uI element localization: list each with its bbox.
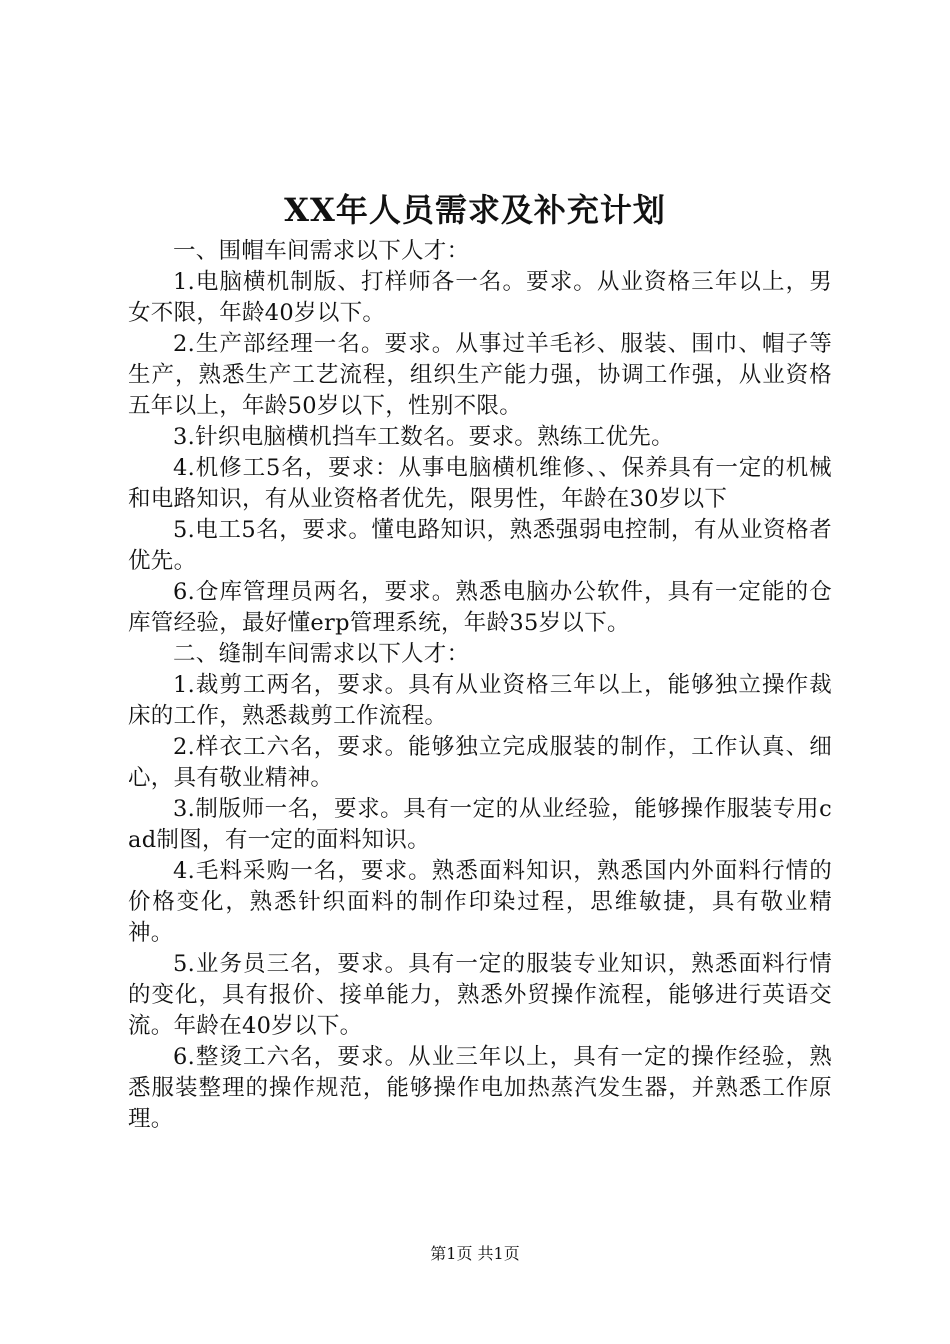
document-title: XX年人员需求及补充计划: [284, 191, 666, 229]
paragraph: 4.毛料采购一名，要求。熟悉面料知识，熟悉国内外面料行情的价格变化，熟悉针织面料的制作印染过程，思维敏捷，具有敬业精神。: [128, 858, 832, 946]
paragraph: 6.仓库管理员两名，要求。熟悉电脑办公软件，具有一定能的仓库管经验，最好懂erp管理系统，年龄35岁以下。: [128, 579, 832, 636]
paragraph: 5.电工5名，要求。懂电路知识，熟悉强弱电控制，有从业资格者优先。: [128, 517, 832, 574]
paragraph: 2.生产部经理一名。要求。从事过羊毛衫、服装、围巾、帽子等生产，熟悉生产工艺流程，组织生产能力强，协调工作强，从业资格五年以上，年龄50岁以下，性别不限。: [128, 331, 832, 419]
paragraph: 2.样衣工六名，要求。能够独立完成服装的制作，工作认真、细心，具有敬业精神。: [128, 734, 832, 791]
section-heading-2: 二、缝制车间需求以下人才：: [173, 641, 470, 667]
paragraph: 4.机修工5名，要求：从事电脑横机维修、、保养具有一定的机械和电路知识，有从业资格者优先，限男性，年龄在30岁以下: [128, 455, 832, 512]
page-number-footer: 第1页 共1页: [430, 1244, 520, 1263]
paragraph: 3.制版师一名，要求。具有一定的从业经验，能够操作服装专用cad制图，有一定的面料知识。: [128, 796, 832, 853]
paragraph: 3.针织电脑横机挡车工数名。要求。熟练工优先。: [173, 424, 674, 450]
paragraph: 6.整烫工六名，要求。从业三年以上，具有一定的操作经验，熟悉服装整理的操作规范，能够操作电加热蒸汽发生器，并熟悉工作原理。: [128, 1044, 832, 1132]
paragraph: 1.裁剪工两名，要求。具有从业资格三年以上，能够独立操作裁床的工作，熟悉裁剪工作流程。: [128, 672, 832, 729]
document-body: [128, 236, 832, 1135]
section-heading-1: 一、围帽车间需求以下人才：: [173, 238, 470, 264]
paragraph: 5.业务员三名，要求。具有一定的服装专业知识，熟悉面料行情的变化，具有报价、接单能力，熟悉外贸操作流程，能够进行英语交流。年龄在40岁以下。: [128, 951, 832, 1039]
paragraph: 1.电脑横机制版、打样师各一名。要求。从业资格三年以上，男女不限，年龄40岁以下。: [128, 269, 832, 326]
